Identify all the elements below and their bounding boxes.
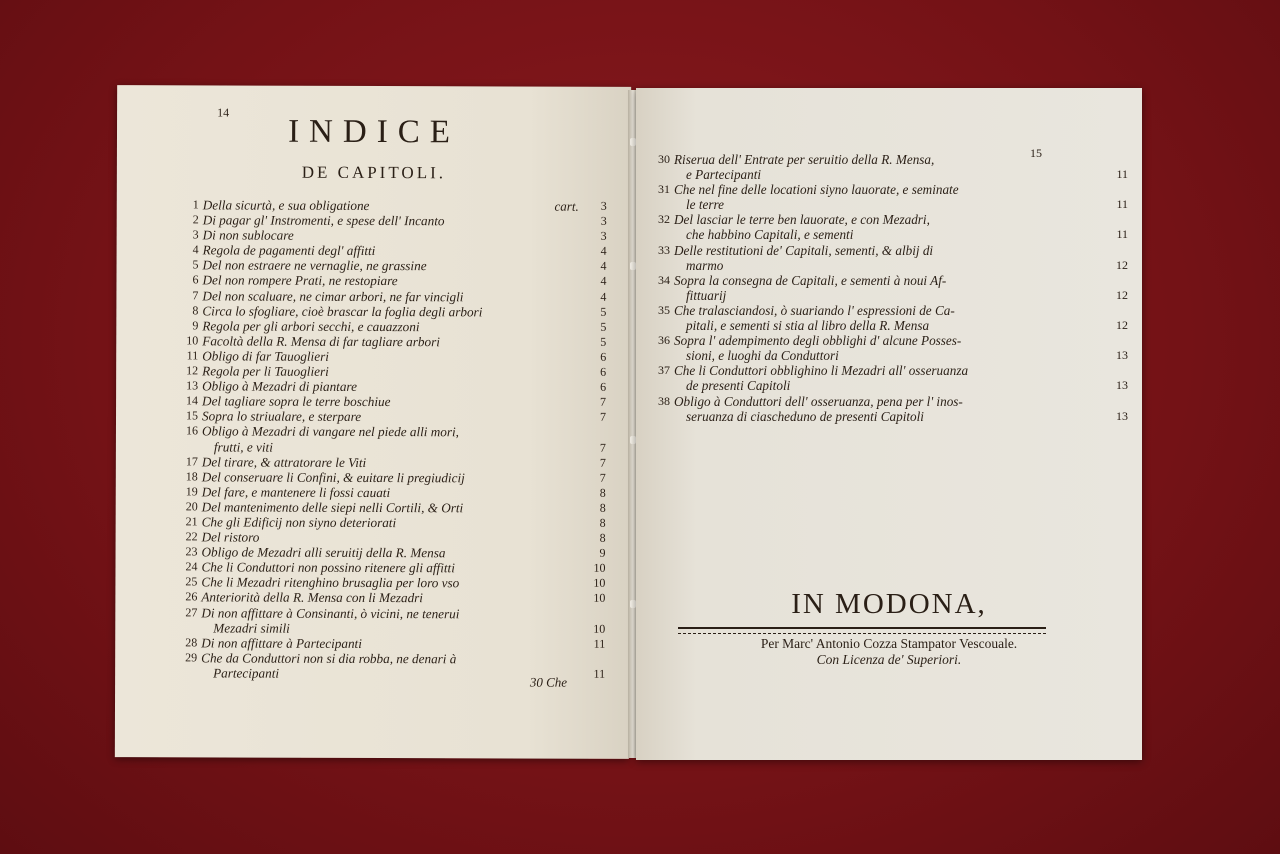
chapter-title-continued: frutti, e viti [213, 438, 273, 455]
chapter-number: 12 [186, 363, 199, 378]
chapter-title-continued: Mezadri simili [213, 620, 290, 636]
imprint-printer: Per Marc' Antonio Cozza Stampator Vescouale. [760, 636, 1018, 651]
chapter-number: 4 [192, 242, 199, 257]
chapter-title: Sopra lo striualare, e sterpare [201, 408, 362, 425]
right-page [636, 88, 1142, 760]
chapter-number: 37 [658, 363, 670, 378]
chapter-entry [658, 272, 1128, 303]
chapter-number: 16 [185, 423, 198, 438]
chapter-entry [185, 408, 607, 425]
chapter-title: Che nel fine delle locationi siyno lauorate, e seminate [674, 182, 959, 198]
chapter-page-ref: 8 [599, 515, 606, 530]
chapter-page-ref: 6 [600, 379, 607, 394]
chapter-entry [192, 257, 607, 274]
index-title: INDICE [288, 113, 460, 151]
chapter-title: Sopra la consegna de Capitali, e sementi à noui Af- [674, 272, 947, 288]
chapter-title: Facoltà della R. Mensa di far tagliare arbori [202, 333, 440, 350]
chapter-entry [185, 529, 606, 545]
chapter-number: 13 [186, 378, 199, 393]
chapter-title: Del tagliare sopra le terre boschiue [202, 393, 391, 410]
imprint-license: Con Licenza de' Superiori. [816, 652, 962, 667]
chapter-number: 25 [185, 574, 198, 589]
chapter-entry [185, 589, 606, 606]
chapter-title: Della sicurtà, e sua obligatione [202, 197, 370, 213]
chapter-entry [185, 423, 606, 456]
chapter-title: Del non rompere Prati, ne restopiare [202, 272, 398, 289]
chapter-entry [192, 212, 607, 229]
chapter-title: Che gli Edificij non siyno deteriorati [201, 514, 397, 531]
chapter-number: 26 [185, 589, 198, 604]
chapter-number: 34 [658, 272, 670, 287]
chapter-entry [186, 393, 607, 410]
chapter-page-ref: 13 [1116, 378, 1128, 393]
chapter-page-ref: 7 [599, 440, 606, 455]
chapter-entry [192, 227, 607, 244]
chapter-list-left [185, 197, 607, 681]
chapter-entry [185, 635, 606, 651]
chapter-page-ref: 5 [600, 334, 607, 349]
chapter-page-ref: 10 [593, 621, 606, 636]
chapter-page-ref: 11 [593, 666, 606, 681]
chapter-page-ref: 12 [1116, 318, 1128, 333]
chapter-title-continued: che habbino Capitali, e sementi [686, 227, 854, 243]
chapter-number: 38 [658, 393, 670, 408]
chapter-page-ref: 4 [600, 244, 607, 259]
chapter-title-continued: sioni, e luoghi da Conduttori [686, 348, 839, 364]
chapter-title: Del tirare, & attratorare le Viti [201, 453, 367, 470]
chapter-page-ref: 8 [599, 500, 606, 515]
chapter-number: 15 [185, 408, 199, 423]
chapter-page-ref: 10 [593, 591, 606, 606]
chapter-page-ref: 8 [599, 530, 606, 545]
chapter-title-continued: e Partecipanti [686, 167, 762, 183]
chapter-entry [658, 182, 1128, 213]
chapter-entry [186, 363, 607, 379]
chapter-entry [185, 514, 606, 531]
chapter-title: Del non estraere ne vernaglie, ne grassine [202, 257, 427, 274]
chapter-number: 33 [658, 242, 670, 257]
chapter-title: Che li Conduttori non possino ritenere gli affitti [201, 559, 455, 576]
chapter-number: 36 [658, 333, 670, 348]
chapter-entry [192, 287, 607, 304]
chapter-title-continued: pitali, e sementi si stia al libro della R. Mensa [686, 318, 930, 334]
chapter-number: 2 [192, 212, 199, 227]
chapter-number: 5 [192, 257, 199, 272]
chapter-number: 32 [658, 212, 670, 227]
chapter-title-continued: marmo [686, 257, 724, 273]
chapter-page-ref: 5 [600, 319, 607, 334]
chapter-number: 27 [185, 604, 198, 619]
chapter-number: 18 [185, 469, 198, 484]
chapter-entry [658, 363, 1128, 394]
chapter-title: Di pagar gl' Instromenti, e spese dell' Incanto [202, 212, 445, 229]
page-number-right: 15 [1030, 146, 1042, 160]
chapter-title: Anteriorità della R. Mensa con li Mezadri [201, 589, 424, 606]
chapter-title: Che tralasciandosi, ò suariando l' espressioni de Ca- [674, 302, 955, 318]
chapter-entry [186, 348, 607, 364]
chapter-entry [192, 303, 607, 320]
chapter-page-ref: 7 [599, 410, 607, 425]
chapter-page-ref: 4 [600, 289, 607, 304]
chapter-entry [192, 318, 607, 334]
chapter-title: Delle restitutioni de' Capitali, sementi, & albij di [674, 242, 934, 258]
chapter-entry [658, 393, 1128, 424]
chapter-page-ref: 11 [1116, 197, 1128, 212]
chapter-number: 11 [186, 348, 199, 363]
chapter-entry [185, 574, 606, 591]
chapter-page-ref: 8 [599, 485, 606, 500]
chapter-page-ref: 12 [1116, 257, 1128, 272]
chapter-number: 20 [185, 499, 198, 514]
chapter-number: 3 [192, 227, 199, 242]
chapter-entry [185, 544, 606, 561]
index-subtitle: DE CAPITOLI. [301, 162, 447, 183]
chapter-title: Del ristoro [201, 529, 260, 545]
ornamental-rule [678, 627, 1046, 634]
catchword: 30 Che [529, 674, 568, 690]
chapter-page-ref: 4 [600, 259, 607, 274]
chapter-title: Obligo di far Tauoglieri [202, 348, 329, 364]
chapter-page-ref: 10 [593, 576, 606, 591]
chapter-title: Obligo de Mezadri alli seruitij della R. Mensa [201, 544, 446, 561]
chapter-page-ref: 3 [600, 213, 607, 228]
chapter-entry [186, 333, 607, 350]
chapter-number: 14 [186, 393, 199, 408]
chapter-number: 22 [185, 529, 198, 544]
chapter-title: Di non sublocare [202, 227, 294, 243]
chapter-page-ref: 10 [593, 561, 606, 576]
chapter-page-ref: 13 [1116, 408, 1128, 423]
chapter-number: 29 [185, 650, 198, 665]
chapter-title-continued: le terre [686, 197, 724, 213]
chapter-number: 6 [192, 272, 199, 287]
chapter-title: Del conseruare li Confini, & euitare li pregiudicij [201, 469, 465, 486]
chapter-title: Del fare, e mantenere li fossi cauati [201, 484, 391, 500]
chapter-number: 19 [185, 484, 198, 499]
chapter-entry [185, 559, 606, 576]
chapter-title: Di non affittare à Consinanti, ò vicini, ne tenerui [201, 604, 460, 621]
chapter-title: Obligo à Mezadri di piantare [202, 378, 357, 395]
chapter-page-ref: 11 [1116, 167, 1128, 182]
chapter-title: Del lasciar le terre ben lauorate, e con Mezadri, [674, 212, 930, 228]
chapter-page-ref: 11 [593, 636, 606, 651]
chapter-entry [185, 453, 606, 470]
chapter-number: 7 [192, 287, 199, 302]
cart-label: cart. [554, 198, 579, 214]
chapter-page-ref: 3 [600, 228, 607, 244]
chapter-page-ref: 7 [600, 395, 607, 410]
chapter-entry [658, 302, 1128, 334]
chapter-title: Circa lo sfogliare, cioè brascar la foglia degli arbori [202, 303, 483, 320]
chapter-page-ref: 7 [599, 470, 606, 485]
chapter-number: 24 [185, 559, 198, 574]
chapter-title: Obligo à Mezadri di vangare nel piede alli mori, [201, 423, 460, 440]
chapter-entry [658, 333, 1128, 364]
chapter-number: 10 [186, 333, 199, 348]
chapter-number: 23 [185, 544, 198, 559]
chapter-page-ref: 6 [600, 364, 607, 379]
chapter-number: 17 [185, 453, 198, 468]
chapter-title: Sopra l' adempimento degli obblighi d' alcune Posses- [674, 333, 962, 349]
chapter-number: 30 [658, 152, 670, 166]
chapter-page-ref: 12 [1116, 287, 1128, 302]
chapter-title-continued: de presenti Capitoli [686, 378, 791, 394]
chapter-title-continued: seruanza di ciascheduno de presenti Capitoli [686, 408, 924, 424]
chapter-page-ref: 9 [599, 545, 606, 560]
chapter-number: 8 [192, 303, 199, 318]
chapter-list-right [658, 152, 1128, 424]
chapter-title: Del mantenimento delle siepi nelli Cortili, & Orti [201, 499, 464, 516]
left-page [115, 85, 631, 759]
chapter-number: 31 [658, 182, 670, 197]
chapter-title: Che li Mezadri ritenghino brusaglia per loro vso [201, 574, 460, 591]
chapter-entry [192, 242, 607, 259]
chapter-page-ref: 13 [1116, 348, 1128, 363]
chapter-title: Del non scaluare, ne cimar arbori, ne far vincigli [202, 287, 464, 304]
chapter-title: Riserua dell' Entrate per seruitio della R. Mensa, [674, 152, 935, 167]
chapter-number: 35 [658, 302, 670, 317]
chapter-entry [192, 272, 607, 289]
chapter-title-continued: fittuarij [686, 287, 727, 303]
chapter-page-ref: 4 [600, 274, 607, 289]
chapter-title: Obligo à Conduttori dell' osseruanza, pena per l' inos- [674, 393, 963, 409]
chapter-number: 9 [192, 318, 199, 333]
chapter-page-ref: 6 [600, 349, 607, 364]
chapter-page-ref: 5 [600, 304, 607, 319]
chapter-entry [185, 469, 606, 486]
chapter-title: Regola per li Tauoglieri [202, 363, 329, 379]
chapter-title: Che li Conduttori obblighino li Mezadri all' osseruanza [674, 363, 969, 379]
chapter-entry [658, 152, 1128, 183]
chapter-title: Che da Conduttori non si dia robba, ne denari à [201, 650, 457, 667]
chapter-page-ref: 11 [1116, 227, 1128, 242]
chapter-entry [192, 197, 607, 213]
imprint-city: IN MODONA, [791, 588, 987, 620]
chapter-number: 28 [185, 635, 198, 650]
chapter-entry [185, 484, 606, 500]
chapter-title: Regola de pagamenti degl' affitti [202, 242, 376, 259]
chapter-entry [658, 242, 1128, 273]
chapter-number: 21 [185, 514, 198, 529]
chapter-page-ref: 7 [599, 455, 606, 470]
chapter-entry [186, 378, 607, 395]
chapter-number: 1 [192, 197, 199, 212]
page-number-left: 14 [217, 105, 230, 120]
chapter-title-continued: Partecipanti [213, 665, 280, 681]
chapter-title: Regola per gli arbori secchi, e cauazzoni [202, 318, 420, 334]
chapter-page-ref: 3 [600, 198, 607, 213]
chapter-title: Di non affittare à Partecipanti [201, 635, 362, 651]
chapter-entry [185, 499, 606, 516]
chapter-entry [185, 604, 606, 637]
chapter-entry [658, 212, 1128, 243]
